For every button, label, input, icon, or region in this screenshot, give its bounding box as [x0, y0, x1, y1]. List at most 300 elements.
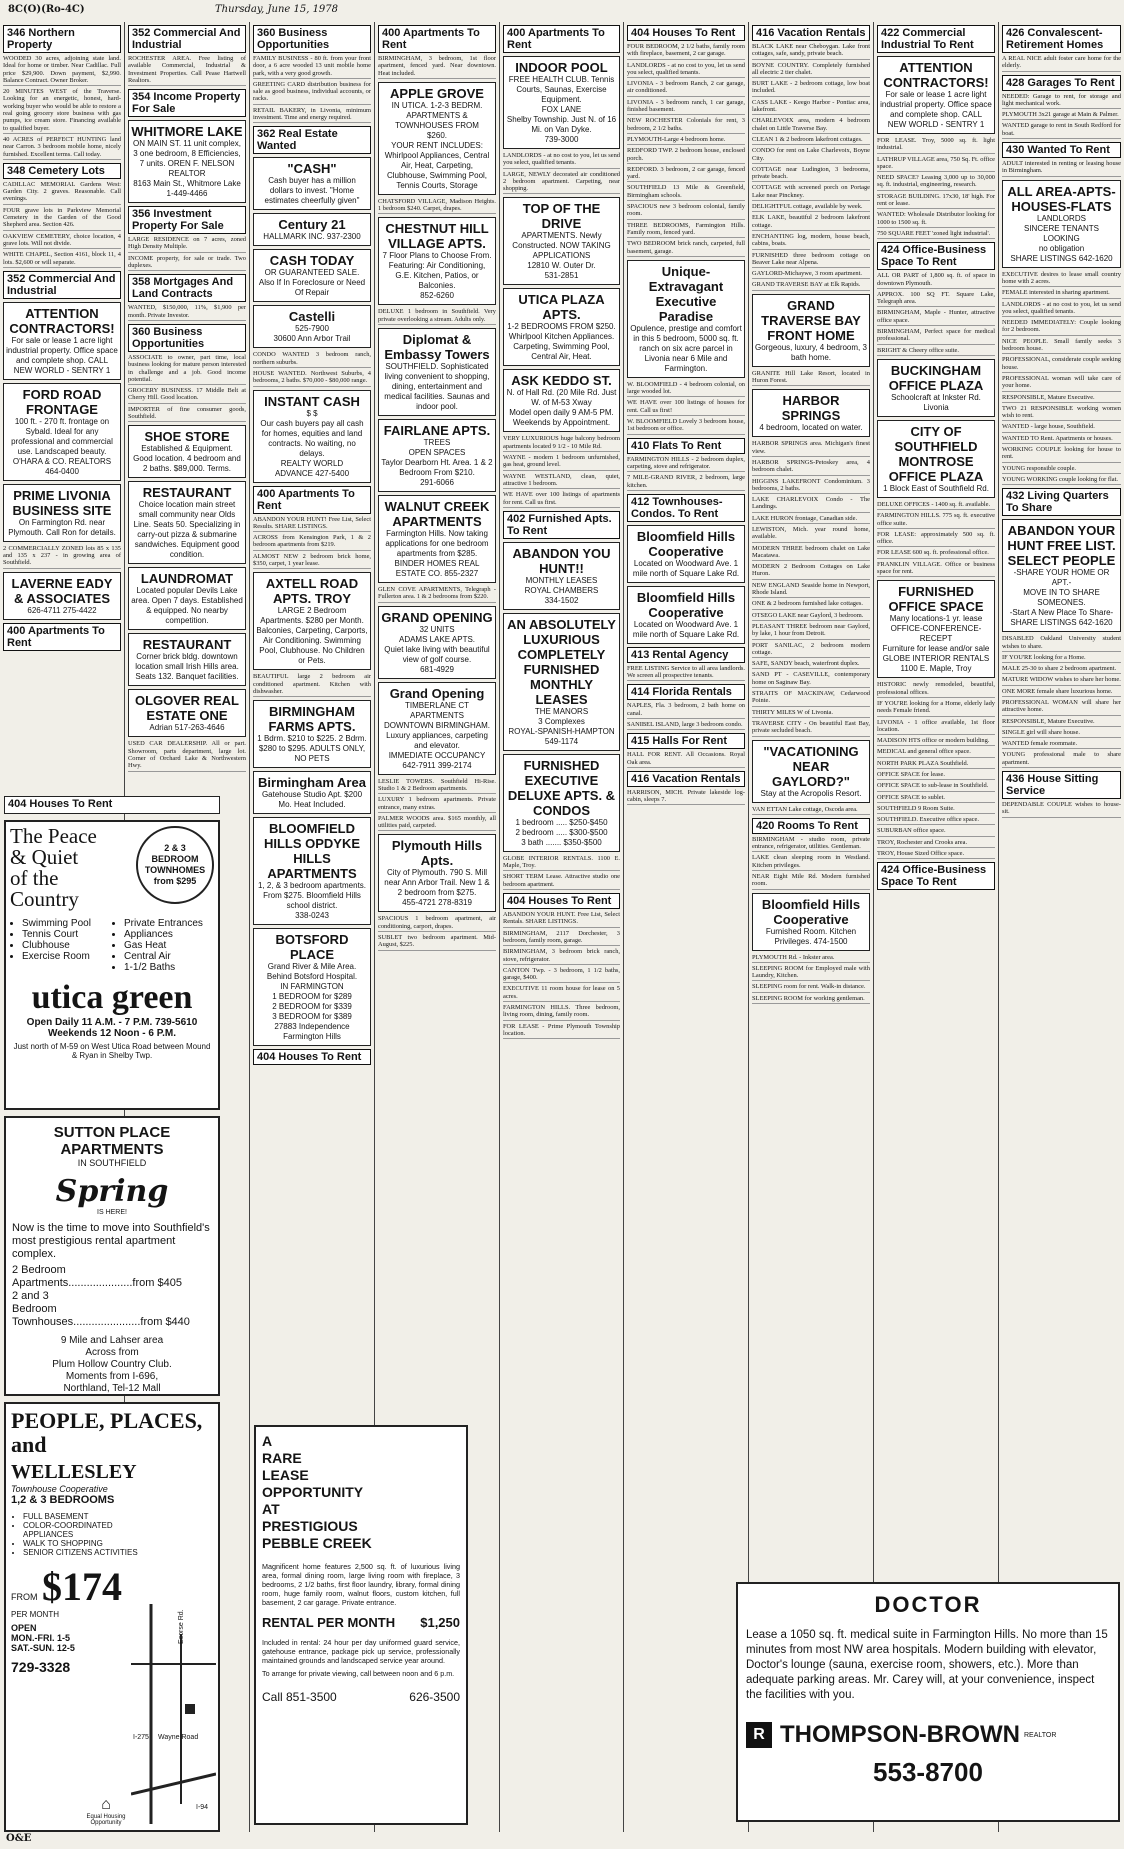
boxed-ad-text: -SHARE YOUR HOME OR APT.- [1013, 568, 1110, 588]
classified-ad: STORAGE BUILDING. 17x30, 18' high. For rent or lease. [877, 193, 995, 210]
boxed-ad-text: 626-4711 275-4422 [27, 605, 97, 615]
boxed-ad-title: GRAND TRAVERSE BAY FRONT HOME [761, 297, 861, 343]
classified-ad: CANTON Twp. - 3 bedroom, 1 1/2 baths, garage, $400. [503, 967, 620, 984]
boxed-ad-title: ABANDON YOUR HUNT FREE LIST. SELECT PEOPLE [1007, 523, 1116, 569]
section-header: 415 Halls For Rent [627, 733, 745, 749]
classified-ad: MEDICAL and general office space. [877, 748, 995, 757]
classified-ad: W. BLOOMFIELD - 4 bedroom colonial, on large wooded lot. [627, 381, 745, 398]
boxed-ad-title: Diplomat & Embassy Towers [384, 332, 490, 363]
boxed-ad [378, 606, 496, 679]
boxed-ad-text: 100 ft. - 270 ft. frontage on Sybald. Ideal for any professional and commercial use. Landscaped beauty. [11, 416, 113, 456]
boxed-ad-text: LANDLORDS [1037, 213, 1086, 223]
classified-ad: LANDLORDS - at no cost to you, let us send you select, qualified tenants. [1002, 301, 1121, 318]
boxed-ad-title: RESTAURANT [142, 485, 232, 501]
boxed-ad [253, 213, 371, 246]
classified-ad: SLEEPING room for rent. Walk-in distance. [752, 983, 870, 992]
boxed-ad [378, 328, 496, 416]
map-site-marker [185, 1704, 195, 1714]
classified-ad: SPACIOUS 1 bedroom apartment, air conditioning, carport, drapes. [378, 915, 496, 932]
boxed-ad-text: 1100 E. Maple, Troy [900, 664, 972, 674]
classified-ad: WANTED, $150,000, 11%, $1,900 per month. Private Investor. [128, 304, 246, 321]
section-header: 413 Rental Agency [627, 647, 745, 663]
classified-ad: NEEDED: Garage to rent, for storage and light mechanical work. [1002, 93, 1121, 110]
boxed-ad-text: THE MANORS [534, 706, 589, 716]
column-8 [874, 22, 999, 1832]
classified-ad: 750 SQUARE FEET 'zoned light industrial'. [877, 230, 995, 239]
classified-ad: HISTORIC newly remodeled, beautiful, professional offices. [877, 681, 995, 698]
boxed-ad [378, 495, 496, 583]
classified-ad: FOR LEASE 600 sq. ft. professional office. [877, 549, 995, 558]
boxed-ad-text: Our cash buyers pay all cash for homes, equities and land contracts. No waiting, no delays. [260, 418, 364, 458]
classified-ad: BIRMINGHAM, Perfect space for medical professional. [877, 328, 995, 345]
boxed-ad-title: GRAND OPENING [381, 609, 493, 625]
pebble-headline-line: LEASE [262, 1467, 309, 1483]
wellesley-brand: WELLESLEY [11, 1461, 137, 1483]
classified-ad: NORTH PARK PLAZA Southfield. [877, 760, 995, 769]
boxed-ad [503, 754, 620, 852]
classified-ad: ALL OR PART of 1,800 sq. ft. of space in downtown Plymouth. [877, 272, 995, 289]
boxed-ad-text: BINDER HOMES REAL ESTATE CO. 855-2327 [394, 559, 480, 579]
classified-ad: BIRMINGHAM - studio room, private entrance, refrigerator, utilities. Gentleman. [752, 836, 870, 853]
classified-ad: FOUR BEDROOM, 2 1/2 baths, family room with fireplace, basement, 2 car garage. [627, 43, 745, 60]
boxed-ad-text: MONTHLY LEASES [525, 575, 598, 585]
thompson-brown-logo: R THOMPSON-BROWN REALTOR [746, 1721, 1110, 1749]
doctor-ad [736, 1582, 1120, 1822]
classified-ad: NEEDED IMMEDIATELY: Couple looking for 2 bedroom. [1002, 319, 1121, 336]
townhome-badge: 2 & 3 BEDROOM TOWNHOMES from $295 [136, 826, 214, 904]
boxed-ad-title: FAIRLANE APTS. [383, 423, 491, 439]
boxed-ad-text: City of Plymouth. 790 S. Mill near Ann Arbor Trail. New 1 & 2 bedroom from $275. [384, 868, 490, 898]
boxed-ad-title: OLGOVER REAL ESTATE ONE [134, 693, 239, 724]
boxed-ad-title: BLOOMFIELD HILLS OPDYKE HILLS APARTMENTS [263, 821, 361, 882]
equal-housing-icon: ⌂ Equal Housing Opportunity [86, 1796, 126, 1826]
boxed-ad-text: IMMEDIATE OCCUPANCY [388, 750, 486, 760]
section-header: 404 Houses To Rent [253, 1049, 371, 1065]
boxed-ad-text: 464-0400 [45, 466, 79, 476]
classified-ad: EXECUTIVE 11 room house for lease on 5 acres. [503, 985, 620, 1002]
boxed-ad-title: Grand Opening [389, 685, 485, 701]
boxed-ad-text: Farmington Hills. Now taking applications for one bedroom apartments from $285. [385, 529, 489, 559]
boxed-ad-text: On Farmington Rd. near Plymouth. Call Ron for details. [8, 517, 116, 537]
boxed-ad-text: Stay at the Acropolis Resort. [760, 788, 862, 798]
boxed-ad [3, 302, 121, 380]
boxed-ad [752, 740, 870, 803]
boxed-ad-text: Corner brick bldg. downtown location small Irish Hills area. Seats 132. Banquet facilities. [135, 652, 239, 682]
classified-ad: BIRMINGHAM, Maple - Hunter, attractive office space. [877, 309, 995, 326]
boxed-ad [627, 525, 745, 583]
classified-ad: WANTED: Wholesale Distributor looking for 1000 to 1500 sq. ft. [877, 211, 995, 228]
classified-ad: ABANDON YOUR HUNT! Free List, Select Results. SHARE LISTINGS. [253, 516, 371, 533]
boxed-ad-text: TIMBERLANE CT APARTMENTS [404, 700, 469, 720]
boxed-ad-text: TREES [423, 438, 451, 448]
classified-ad: ROCHESTER AREA. Free listing of available Commercial, Industrial & Investment Properties. Call Pease Hartwell Realtors. [128, 55, 246, 86]
boxed-ad [378, 834, 496, 912]
classified-ad: PLYMOUTH-Large 4 bedroom home. [627, 136, 745, 145]
section-header: 346 Northern Property [3, 25, 121, 53]
section-header: 436 House Sitting Service [1002, 771, 1121, 799]
classified-ad: CHATSFORD VILLAGE, Madison Heights. 1 bedroom $240. Carpet, drapes. [378, 198, 496, 215]
boxed-ad-text: 549-1174 [544, 736, 579, 746]
classified-ad: FRANKLIN VILLAGE. Office or business space for rent. [877, 561, 995, 578]
boxed-ad-text: 334-1502 [544, 595, 579, 605]
classified-ad: SLEEPING ROOM for Employed male with Laundry, Kitchen. [752, 965, 870, 982]
classified-ad: WANTED - large house, Southfield. [1002, 423, 1121, 432]
boxed-ad-text: SINCERE TENANTS LOOKING [1024, 223, 1099, 243]
boxed-ad-text: 739-3000 [544, 135, 579, 144]
classified-ad: 7 MILE-GRAND RIVER, 2 bedroom, large kitchen. [627, 474, 745, 491]
section-header: 352 Commercial And Industrial [3, 271, 121, 299]
classified-ad: NAPLES, Fla. 3 bedroom, 2 bath home on canal. [627, 702, 745, 719]
classified-ad: PROFESSIONAL WOMAN will share her attractive home. [1002, 699, 1121, 716]
boxed-ad-text: DOWNTOWN BIRMINGHAM. Luxury appliances, carpeting and elevator. [383, 720, 491, 750]
wellesley-sub2: 1,2 & 3 BEDROOMS [11, 1494, 115, 1506]
section-header: 432 Living Quarters To Share [1002, 488, 1121, 516]
classified-ad: LANDLORDS - at no cost to you, let us send you select, qualified tenants. [627, 62, 745, 79]
classified-ad: GRANITE Hill Lake Resort, located in Huron Forest. [752, 370, 870, 387]
boxed-ad-title: Century 21 [278, 217, 346, 233]
classified-ad: ADULT interested in renting or leasing house in Birmingham. [1002, 160, 1121, 177]
section-header: 424 Office-Business Space To Rent [877, 242, 995, 270]
section-header: 424 Office-Business Space To Rent [877, 862, 995, 890]
classified-ad: GAYLORD-Michaywe, 3 room apartment. [752, 270, 870, 279]
boxed-ad-title: WHITMORE LAKE [131, 124, 243, 140]
section-header: 420 Rooms To Rent [752, 818, 870, 834]
boxed-ad-text: Located on Woodward Ave. 1 mile north of Square Lake Rd. [632, 558, 740, 578]
peace-amenities-right [112, 918, 214, 973]
classified-ad: LATHRUP VILLAGE area, 750 Sq. Ft. office space. [877, 156, 995, 173]
boxed-ad [503, 542, 620, 610]
list-item: • Swimming Pool [22, 918, 112, 929]
classified-ad: LIVONIA - 3 bedroom ranch, 1 car garage, finished basement. [627, 99, 745, 116]
classified-ad: FOR LEASE - Prime Plymouth Township location. [503, 1023, 620, 1040]
section-header: 400 Apartments To Rent [253, 486, 371, 514]
classified-ad: ABANDON YOUR HUNT. Free List, Select Rentals. SHARE LISTINGS. [503, 911, 620, 928]
boxed-ad-title: BIRMINGHAM FARMS APTS. [268, 704, 356, 735]
classified-ad: OFFICE SPACE for lease. [877, 771, 995, 780]
classified-ad: PLEASANT THREE bedroom near Gaylord, by lake, 1 hour from Detroit. [752, 623, 870, 640]
list-item: • Private Entrances [124, 918, 214, 929]
people-places-title: PEOPLE, PLACES, and [11, 1408, 203, 1457]
classified-ad: DISABLED Oakland University student wishes to share. [1002, 635, 1121, 652]
classified-ad: LIVONIA - 3 bedroom Ranch, 2 car garage, air conditioned. [627, 80, 745, 97]
classified-ad: ONE & 2 bedroom furnished lake cottages. [752, 600, 870, 609]
pebble-headline-line: AT [262, 1501, 280, 1517]
boxed-ad [253, 157, 371, 210]
classified-ad: PALMER WOODS area. $165 monthly, all utilities paid, carpeted. [378, 815, 496, 832]
classified-ad: IF YOU'RE looking for a Home, elderly lady needs Female friend. [877, 700, 995, 717]
boxed-ad-title: SHOE STORE [144, 429, 230, 445]
wellesley-price: FROM $174 PER MONTH [11, 1564, 122, 1619]
boxed-ad [752, 893, 870, 951]
classified-ad: LANDLORDS - at no cost to you, let us send you select, qualified tenants. [503, 152, 620, 169]
boxed-ad-text: ON MAIN ST. 11 unit complex, 3 one bedroom, 8 Efficiencies, 7 units. OREN F. NELSON REALTOR [133, 139, 241, 179]
classified-ad: TROY, Rochester and Crooks area. [877, 839, 995, 848]
classified-ad: FARMINGTON HILLS. 775 sq. ft. executive office suite. [877, 512, 995, 529]
pebble-rent: RENTAL PER MONTH $1,250 [262, 1615, 460, 1630]
classified-ad: DELUXE 1 bedroom in Southfield. Very private overlooking a stream. Adults only. [378, 308, 496, 325]
classified-ad: LESLIE TOWERS. Southfield Hi-Rise. Studio 1 & 2 Bedroom apartments. [378, 778, 496, 795]
classified-ad: BLACK LAKE near Cheboygan. Lake front cottages, safe, sandy, private beach. [752, 43, 870, 60]
classified-ad: HARBOR SPRINGS-Petoskey area, 4 bedroom chalet. [752, 459, 870, 476]
classified-ad: HALL FOR RENT. All Occasions. Royal Oak area. [627, 751, 745, 768]
classified-ad: LEWISTON, Mich. year round home, available. [752, 526, 870, 543]
boxed-ad-title: BOTSFORD PLACE [275, 932, 349, 963]
list-item: • Appliances [124, 929, 214, 940]
classified-ad: VERY LUXURIOUS huge balcony bedroom apartments located 9 1/2 - 10 Mile Rd. [503, 435, 620, 452]
classified-ad: COTTAGE with screened porch on Portage Lake near Pinckney. [752, 184, 870, 201]
boxed-ad-text: ADAMS LAKE APTS. [398, 634, 476, 644]
boxed-ad-text: 3 BEDROOM for $389 [272, 1012, 352, 1022]
classified-ad: BEAUTIFUL large 2 bedroom air conditioned apartment. Kitchen with dishwasher. [253, 673, 371, 697]
classified-ad: FEMALE interested in sharing apartment. [1002, 289, 1121, 298]
boxed-ad [378, 682, 496, 775]
boxed-ad-title: CHESTNUT HILL VILLAGE APTS. [385, 221, 489, 252]
pebble-headline-line: A [262, 1433, 273, 1449]
boxed-ad [253, 771, 371, 814]
boxed-ad-text: SOUTHFIELD. Sophisticated living convenient to shopping, dining, entertainment and medical facilities. Saunas and indoor pool. [384, 362, 490, 412]
classified-ad: REDFORD TWP. 2 bedroom house, enclosed porch. [627, 147, 745, 164]
boxed-ad [877, 420, 995, 498]
boxed-ad-text: Furniture for lease and/or sale [882, 644, 990, 654]
classified-ad: NEW ENGLAND Seaside home in Newport, Rhode Island. [752, 582, 870, 599]
boxed-ad [253, 390, 371, 483]
boxed-ad [253, 249, 371, 302]
pebble-headline-line: PRESTIGIOUS [262, 1518, 358, 1534]
boxed-ad-title: APPLE GROVE [390, 85, 484, 101]
map-label-i275: I-275 [133, 1734, 149, 1741]
boxed-ad [503, 56, 620, 149]
classified-ad: MADISON HTS office or modern building. [877, 737, 995, 746]
section-header: 402 Furnished Apts. To Rent [503, 511, 620, 539]
classified-ad: SUBURBAN office space. [877, 827, 995, 836]
boxed-ad-title: LAUNDROMAT [140, 571, 234, 587]
section-header: 422 Commercial Industrial To Rent [877, 25, 995, 53]
houses-header-overlay: 404 Houses To Rent [4, 796, 220, 814]
sutton-title: SUTTON PLACE APARTMENTS [53, 1124, 171, 1158]
boxed-ad-text: IN FARMINGTON [280, 982, 344, 992]
boxed-ad-text: $ $ [306, 408, 318, 418]
classified-ad: DELIGHTFUL cottage, available by week. [752, 203, 870, 212]
doctor-body: Lease a 1050 sq. ft. medical suite in Farmington Hills. No more than 15 minutes from most NW area hospitals. Modern building with elevator, Doctor's lounge (sauna, exercise room, showers, etc.). More than adequate parking areas. Mr. Carey will, at your convenience, inspect the facilities with you. [746, 1629, 1108, 1701]
boxed-ad-text: 1 Block East of Southfield Rd. [883, 483, 989, 493]
boxed-ad-text: 1, 2, & 3 bedroom apartments. From $275. Bloomfield Hills school district. [257, 881, 367, 911]
list-item: • Tennis Court [22, 929, 112, 940]
wellesley-phone: 729-3328 [11, 1659, 71, 1675]
boxed-ad-title: Bloomfield Hills Cooperative [761, 896, 861, 927]
classified-ad: WORKING COUPLE looking for house to rent. [1002, 446, 1121, 463]
classified-ad: BIRMINGHAM, 2117 Dorchester, 3 bedroom, family room, garage. [503, 930, 620, 947]
classified-ad: WANTED TO Rent. Apartments or houses. [1002, 435, 1121, 444]
classified-ad: FOUR grave lots in Parkview Memorial Cemetery in the Garden of the Good Shepherd area. Section 426. [3, 207, 121, 231]
classified-ad: LARGE, NEWLY decorated air conditioned 2 bedroom apartment. Carpeting, near shopping. [503, 171, 620, 195]
boxed-ad-text: Choice location main street small community near Olds Line. Seats 50. Specializing in carry-out pizza & submarine sandwiches. Equipment good condition. [133, 500, 241, 560]
classified-ad: YOUNG professional male to share apartment. [1002, 751, 1121, 768]
classified-ad: ENCHANTING log, modern, house beach, cabins, boats. [752, 233, 870, 250]
classified-ad: REDFORD. 3 bedroom, 2 car garage, fenced yard. [627, 166, 745, 183]
boxed-ad [128, 689, 246, 737]
section-header: 354 Income Property For Sale [128, 89, 246, 117]
classified-ad: CLEAN 1 & 2 bedroom lakefront cottages. [752, 136, 870, 145]
boxed-ad [253, 817, 371, 925]
boxed-ad [378, 419, 496, 492]
pebble-body-3: To arrange for private viewing, call between noon and 6 p.m. [262, 1669, 455, 1678]
boxed-ad [503, 613, 620, 751]
classified-ad: 20 MINUTES WEST of the Traverse. Looking for an energetic, honest, hard-working buyer who would be able to restore a real going grocery store business with gas pumps, ice cream store. Financing available to qualified buyer. [3, 88, 121, 134]
utica-hours: Open Daily 11 A.M. - 7 P.M. 739-5610 [26, 1017, 198, 1028]
classified-ad: TRAVERSE CITY - On beautiful East Bay, private secluded beach. [752, 720, 870, 737]
boxed-ad-text: 8163 Main St., Whitmore Lake 1-449-4466 [133, 179, 241, 199]
boxed-ad-title: CASH TODAY [269, 253, 355, 269]
boxed-ad-text: Many locations-1 yr. lease [889, 614, 983, 624]
page-footer: O&E [6, 1833, 32, 1844]
map-label-i94: I-94 [196, 1804, 209, 1811]
boxed-ad-text: 852-6260 [420, 291, 454, 301]
classified-ad: NEED SPACE? Leasing 3,000 up to 30,000 sq. ft. industrial, engineering, research. [877, 174, 995, 191]
boxed-ad-text: Schoolcraft at Inkster Rd. Livonia [891, 392, 981, 412]
classified-ad: 2 COMMERCIALLY ZONED lots 85 x 135 and 135 x 237 - in growing area of Southfield. [3, 545, 121, 569]
boxed-ad-text: Furnished Room. Kitchen Privileges. 474-1500 [765, 926, 857, 946]
classified-ad: MATURE WIDOW wishes to share her home. [1002, 676, 1121, 685]
classified-ad: DELUXE OFFICES - 1400 sq. ft. available. [877, 501, 995, 510]
boxed-ad-title: ABANDON YOU HUNT!! [512, 545, 611, 576]
classified-ad: HARRISON, MICH. Private lakeside log-cabin, sleeps 7. [627, 789, 745, 806]
boxed-ad-title: ATTENTION CONTRACTORS! [9, 305, 115, 336]
pebble-calls: Call 851-3500 626-3500 [262, 1690, 460, 1704]
column-7 [749, 22, 874, 1832]
classified-ad: THIRTY MILES W of Livonia. [752, 709, 870, 718]
classified-ad: SOUTHFIELD 13 Mile & Greenfield, Birmingham schools. [627, 184, 745, 201]
classified-ad: SOUTHFIELD 9 Room Suite. [877, 805, 995, 814]
boxed-ad-text: 3 Complexes [538, 716, 585, 726]
boxed-ad-text: Adrian 517-263-4646 [149, 723, 225, 733]
classified-ad: GLEN COVE APARTMENTS, Telegraph - Fullerton area. 1 & 2 bedrooms from $220. [378, 586, 496, 603]
boxed-ad [128, 120, 246, 203]
classified-ad: YOUNG responsible couple. [1002, 465, 1121, 474]
boxed-ad-text: 1-2 BEDROOMS FROM $250. Whirlpool Kitchen Appliances. Carpeting, Swimming Pool, Central Air, Heat. [507, 322, 616, 362]
boxed-ad-text: Gatehouse Studio Apt. $200 Mo. Heat Included. [261, 790, 363, 810]
sutton-body: Now is the time to move into Southfield's most prestigious rental apartment complex. [12, 1222, 210, 1260]
sutton-rates: 2 Bedroom Apartments.....................from $405 2 and 3 Bedroom Townhouses......................from $440 [12, 1264, 190, 1328]
spring-logo: Spring IS HERE! [55, 1174, 169, 1216]
classified-ad: THREE BEDROOMS, Farmington Hills. Family room, fenced yard. [627, 222, 745, 239]
classified-ad: ELK LAKE, beautiful 2 bedroom lakefront cottage. [752, 214, 870, 231]
column-6 [624, 22, 749, 1832]
classified-ad: NEAR Eight Mile Rd. Modern furnished room. [752, 873, 870, 890]
boxed-ad [128, 633, 246, 686]
section-header: 400 Apartments To Rent [503, 25, 620, 53]
classified-ad: W. BLOOMFIELD Lovely 3 bedroom house, 1st bedroom or office. [627, 418, 745, 435]
pebble-body: Magnificent home features 2,500 sq. ft. of luxurious living area, formal dining room, large living room with fireplace, 3 bedrooms, 2 1/2 baths, first floor laundry, library, formal dining room, huge family room, walnut floors, custom kitchen, full basement, 2 car garage. Private entrance. [262, 1562, 460, 1607]
boxed-ad-title: WALNUT CREEK APARTMENTS [384, 499, 490, 530]
boxed-ad-title: INDOOR POOL [515, 60, 608, 75]
boxed-ad [3, 484, 121, 542]
classified-ad: OTSEGO LAKE near Gaylord, 3 bedroom. [752, 612, 870, 621]
classified-ad: ONE MORE female share luxurious home. [1002, 688, 1121, 697]
classified-ad: TWO BEDROOM brick ranch, carpeted, full basement, garage. [627, 240, 745, 257]
classified-ad: HARBOR SPRINGS area. Michigan's finest view. [752, 440, 870, 457]
boxed-ad-text: GLOBE INTERIOR RENTALS [882, 654, 990, 664]
peace-title-4: Country [10, 887, 79, 911]
classified-ad: WHITE CHAPEL, Section 4161, block 11, 4 lots. $2,600 or will separate. [3, 251, 121, 268]
section-header: 348 Cemetery Lots [3, 163, 121, 179]
classified-ad: OFFICE SPACE to sublet. [877, 794, 995, 803]
page-header [0, 0, 1124, 20]
boxed-ad-text: 338-0243 [295, 911, 329, 921]
boxed-ad-title: PRIME LIVONIA BUSINESS SITE [12, 487, 112, 518]
map-label-ecorse: Ecorse Rd. [178, 1609, 185, 1644]
boxed-ad [128, 425, 246, 478]
boxed-ad-title: ASK KEDDO ST. [511, 373, 612, 389]
classified-ad: SPACIOUS new 3 bedroom colonial, family room. [627, 203, 745, 220]
doctor-title: DOCTOR [874, 1592, 982, 1617]
section-header: 428 Garages To Rent [1002, 75, 1121, 91]
classified-ad: ALMOST NEW 2 bedroom brick home, $350, carpet, 1 year lease. [253, 553, 371, 570]
boxed-ad-text: -Start A New Place To Share- [1009, 608, 1114, 618]
list-item: • SENIOR CITIZENS ACTIVITIES [23, 1548, 143, 1557]
wellesley-features [11, 1512, 143, 1557]
location-map [131, 1604, 216, 1824]
boxed-ad-text: 1 bedroom ..... $250-$450 [515, 817, 608, 827]
classified-ad: BOYNE COUNTRY. Completely furnished all electric 2 tier chalet. [752, 62, 870, 79]
classified-ad: MODERN 2 Bedroom Cottages on Lake Huron. [752, 563, 870, 580]
boxed-ad-text: ROYAL CHAMBERS [524, 585, 599, 595]
boxed-ad-title: "CASH" [287, 161, 337, 177]
list-item: • Gas Heat [124, 940, 214, 951]
boxed-ad-text: no obligation [1038, 243, 1085, 253]
classified-ad: WE HAVE over 100 listings of apartments for rent. Call us first. [503, 491, 620, 508]
classified-ad: LARGE RESIDENCE on 7 acres, zoned High Density Multiple. [128, 236, 246, 253]
sutton-footer: 9 Mile and Lahser area Across from Plum Hollow Country Club. Moments from I-696, Northland, Tel-12 Mall [52, 1335, 172, 1394]
peace-title-1: The Peace [10, 824, 97, 848]
classified-ad: SLEEPING ROOM for working gentleman. [752, 995, 870, 1004]
boxed-ad [1002, 519, 1121, 632]
classified-ad: FARMINGTON HILLS - 2 bedroom duplex, carpeting, stove and refrigerator. [627, 456, 745, 473]
classified-ad: IMPORTER of fine consumer goods, Southfield. [128, 406, 246, 423]
boxed-ad-text: 30600 Ann Arbor Trail [273, 334, 351, 344]
boxed-ad [752, 294, 870, 367]
boxed-ad-text: LARGE 2 Bedroom Apartments. $280 per Month. Balconies, Carpeting, Carports, Air Conditioning. Swimming Pool, Clubhouse. No Children or Pets. [256, 606, 368, 666]
classified-ad: PLYMOUTH Rd. - Inkster area. [752, 954, 870, 963]
section-header: 410 Flats To Rent [627, 438, 745, 454]
classified-ad: TROY, House Sized Office space. [877, 850, 995, 859]
boxed-ad-text: ADVANCE 427-5400 [274, 468, 350, 478]
boxed-ad-title: AXTELL ROAD APTS. TROY [265, 576, 359, 607]
classified-ad: LIVONIA - 1 office available, 1st floor location. [877, 719, 995, 736]
classified-ad: SINGLE girl will share house. [1002, 729, 1121, 738]
boxed-ad [253, 928, 371, 1046]
boxed-ad-text: $260. [426, 130, 448, 140]
classified-ad: INCOME property, for sale or trade. Two duplexes. [128, 255, 246, 272]
boxed-ad-text: IN UTICA. 1-2-3 BEDRM. APARTMENTS & TOWNHOUSES FROM [391, 100, 483, 130]
pebble-headline-line: RARE [262, 1450, 302, 1466]
section-header: 400 Apartments To Rent [3, 623, 121, 651]
classified-ad: CASS LAKE - Keego Harbor - Pontiac area, lakefront. [752, 99, 870, 116]
boxed-ad-text: 32 UNITS [419, 624, 455, 634]
section-header: 404 Houses To Rent [627, 25, 745, 41]
boxed-ad [253, 305, 371, 348]
boxed-ad-text: APARTMENTS. Newly Constructed. NOW TAKING APPLICATIONS [512, 231, 611, 261]
classified-ad: PLYMOUTH 3x21 garage at Main & Palmer. [1002, 111, 1121, 120]
classified-ad: VAN ETTAN Lake cottage, Oscoda area. [752, 806, 870, 815]
classified-ad: EXECUTIVE desires to lease small country home with 2 acres. [1002, 271, 1121, 288]
boxed-ad-title: Bloomfield Hills Cooperative [636, 589, 736, 620]
classified-ad: GLOBE INTERIOR RENTALS. 1100 E. Maple, Troy. [503, 855, 620, 872]
classified-ad: HOUSE WANTED. Northwest Suburbs, 4 bedrooms, 2 baths. $70,000 - $80,000 range. [253, 370, 371, 387]
classified-ad: CHARLEVOIX area, modern 4 bedroom chalet on Little Traverse Bay. [752, 117, 870, 134]
boxed-ad-text: 4 bedroom, located on water. [759, 423, 863, 433]
section-header: 360 Business Opportunities [128, 324, 246, 352]
column-9 [999, 22, 1124, 1832]
